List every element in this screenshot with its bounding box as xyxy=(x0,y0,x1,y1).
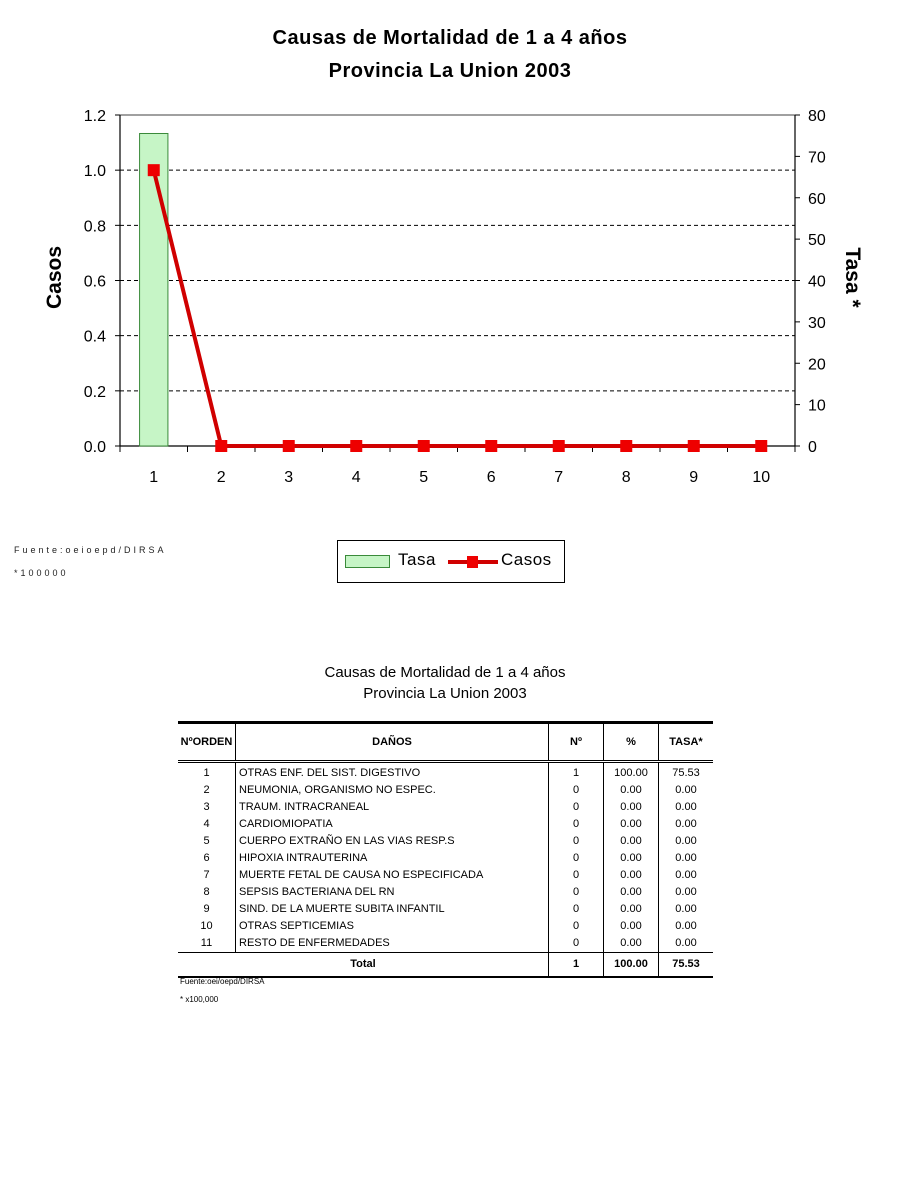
y-tick-label: 0.6 xyxy=(83,273,106,291)
point-casos xyxy=(553,440,565,452)
total-pct: 100.00 xyxy=(604,953,659,978)
table-title: Causas de Mortalidad de 1 a 4 años xyxy=(324,664,566,681)
y-axis-label: Casos xyxy=(43,245,66,310)
table-row xyxy=(178,816,713,833)
row-orden: 6 xyxy=(203,852,210,864)
row-tasa: 0.00 xyxy=(659,935,714,953)
row-dano: OTRAS SEPTICEMIAS xyxy=(236,918,549,935)
row-orden: 4 xyxy=(203,818,210,830)
row-dano: RESTO DE ENFERMEDADES xyxy=(236,935,549,953)
y2-tick-label: 30 xyxy=(808,314,826,332)
row-dano: SEPSIS BACTERIANA DEL RN xyxy=(236,884,549,901)
x-tick-label: 4 xyxy=(351,469,361,486)
row-orden: 8 xyxy=(203,886,210,898)
row-n: 0 xyxy=(549,901,604,918)
header-danos: DAÑOS xyxy=(236,723,549,762)
total-label: Total xyxy=(178,953,549,978)
y-tick-label: 0.0 xyxy=(83,439,106,456)
table-row xyxy=(178,850,713,867)
row-pct: 0.00 xyxy=(604,816,659,833)
row-dano: MUERTE FETAL DE CAUSA NO ESPECIFICADA xyxy=(236,867,549,884)
point-casos xyxy=(350,440,362,452)
row-pct: 0.00 xyxy=(604,799,659,816)
header-orden: NºORDEN xyxy=(178,723,236,762)
y2-tick-label: 0 xyxy=(808,439,817,456)
bar-tasa xyxy=(140,133,168,446)
point-casos xyxy=(283,440,295,452)
row-orden: 10 xyxy=(200,920,213,932)
row-n: 0 xyxy=(549,833,604,850)
y-tick-label: 0.4 xyxy=(83,328,106,346)
x-tick-label: 9 xyxy=(689,469,699,486)
row-n: 0 xyxy=(549,867,604,884)
table-row xyxy=(178,867,713,884)
chart-title: Causas de Mortalidad de 1 a 4 años xyxy=(272,27,628,49)
legend-label-casos: Casos xyxy=(501,550,552,569)
row-tasa: 0.00 xyxy=(659,867,714,884)
header-pct: % xyxy=(604,723,659,762)
row-dano: HIPOXIA INTRAUTERINA xyxy=(236,850,549,867)
point-casos xyxy=(688,440,700,452)
row-pct: 0.00 xyxy=(604,935,659,953)
table-total-row xyxy=(178,953,713,978)
y2-tick-label: 20 xyxy=(808,356,826,374)
row-tasa: 0.00 xyxy=(659,901,714,918)
x-tick-label: 7 xyxy=(554,469,564,486)
table-rate-note: * x100,000 xyxy=(180,995,219,1004)
row-tasa: 0.00 xyxy=(659,799,714,816)
y-tick-label: 0.2 xyxy=(83,383,106,401)
point-casos xyxy=(215,440,227,452)
row-pct: 0.00 xyxy=(604,901,659,918)
y-tick-label: 1.2 xyxy=(83,108,106,125)
point-casos xyxy=(755,440,767,452)
row-orden: 7 xyxy=(203,869,210,881)
table-subtitle: Provincia La Union 2003 xyxy=(363,685,527,702)
table-source-note: Fuente:oei/oepd/DIRSA xyxy=(180,977,265,986)
table-row xyxy=(178,935,713,953)
legend-marker-casos xyxy=(467,556,478,568)
point-casos xyxy=(418,440,430,452)
row-orden: 2 xyxy=(203,784,210,796)
table-row xyxy=(178,901,713,918)
row-dano: CUERPO EXTRAÑO EN LAS VIAS RESP.S xyxy=(236,833,549,850)
x-tick-label: 2 xyxy=(216,469,226,486)
row-pct: 0.00 xyxy=(604,867,659,884)
table-row xyxy=(178,918,713,935)
x-tick-label: 10 xyxy=(752,469,771,486)
row-dano: TRAUM. INTRACRANEAL xyxy=(236,799,549,816)
chart-rate-note: *100000 xyxy=(14,568,69,578)
row-dano: CARDIOMIOPATIA xyxy=(236,816,549,833)
row-dano: SIND. DE LA MUERTE SUBITA INFANTIL xyxy=(236,901,549,918)
row-n: 0 xyxy=(549,799,604,816)
x-tick-label: 5 xyxy=(419,469,429,486)
row-n: 0 xyxy=(549,782,604,799)
line-casos xyxy=(154,170,762,446)
total-n: 1 xyxy=(549,953,604,978)
row-pct: 0.00 xyxy=(604,833,659,850)
row-dano: NEUMONIA, ORGANISMO NO ESPEC. xyxy=(236,782,549,799)
header-tasa: TASA* xyxy=(659,723,714,762)
row-orden: 3 xyxy=(203,801,210,813)
row-pct: 0.00 xyxy=(604,884,659,901)
row-orden: 9 xyxy=(203,903,210,915)
chart-legend xyxy=(337,540,565,583)
y2-tick-label: 70 xyxy=(808,149,826,167)
y2-tick-label: 60 xyxy=(808,190,826,208)
x-tick-label: 8 xyxy=(621,469,631,486)
x-tick-label: 3 xyxy=(284,469,294,486)
row-pct: 0.00 xyxy=(604,918,659,935)
y2-tick-label: 80 xyxy=(808,108,826,125)
header-n: Nº xyxy=(549,723,604,762)
row-n: 0 xyxy=(549,850,604,867)
y2-tick-label: 10 xyxy=(808,397,826,415)
row-tasa: 75.53 xyxy=(659,762,714,783)
table-row xyxy=(178,884,713,901)
row-pct: 0.00 xyxy=(604,782,659,799)
table-row xyxy=(178,782,713,799)
row-tasa: 0.00 xyxy=(659,782,714,799)
y-tick-label: 1.0 xyxy=(83,163,106,181)
x-tick-label: 1 xyxy=(149,469,159,486)
mortality-table xyxy=(178,721,713,978)
combo-chart xyxy=(0,0,900,500)
legend-label-tasa: Tasa xyxy=(398,550,436,569)
row-n: 1 xyxy=(549,762,604,783)
row-tasa: 0.00 xyxy=(659,833,714,850)
y2-tick-label: 40 xyxy=(808,273,826,291)
table-row xyxy=(178,833,713,850)
row-n: 0 xyxy=(549,918,604,935)
row-tasa: 0.00 xyxy=(659,918,714,935)
chart-subtitle: Provincia La Union 2003 xyxy=(328,60,572,82)
x-tick-label: 6 xyxy=(486,469,496,486)
row-n: 0 xyxy=(549,884,604,901)
row-pct: 0.00 xyxy=(604,850,659,867)
row-tasa: 0.00 xyxy=(659,816,714,833)
point-casos xyxy=(620,440,632,452)
table-row xyxy=(178,762,713,783)
row-orden: 1 xyxy=(203,767,210,779)
row-pct: 100.00 xyxy=(604,762,659,783)
row-n: 0 xyxy=(549,935,604,953)
total-tasa: 75.53 xyxy=(659,953,714,978)
row-tasa: 0.00 xyxy=(659,850,714,867)
row-n: 0 xyxy=(549,816,604,833)
point-casos xyxy=(485,440,497,452)
row-orden: 11 xyxy=(200,937,213,949)
point-casos xyxy=(148,164,160,176)
y-tick-label: 0.8 xyxy=(83,218,106,236)
table-row xyxy=(178,799,713,816)
row-tasa: 0.00 xyxy=(659,884,714,901)
chart-source-note: Fuente:oeioepd/DIRSA xyxy=(14,545,167,555)
row-orden: 5 xyxy=(203,835,210,847)
legend-swatch-tasa xyxy=(345,555,390,568)
row-dano: OTRAS ENF. DEL SIST. DIGESTIVO xyxy=(236,762,549,783)
y2-axis-label: Tasa * xyxy=(841,247,864,308)
y2-tick-label: 50 xyxy=(808,232,826,250)
table-header-row xyxy=(178,723,713,762)
